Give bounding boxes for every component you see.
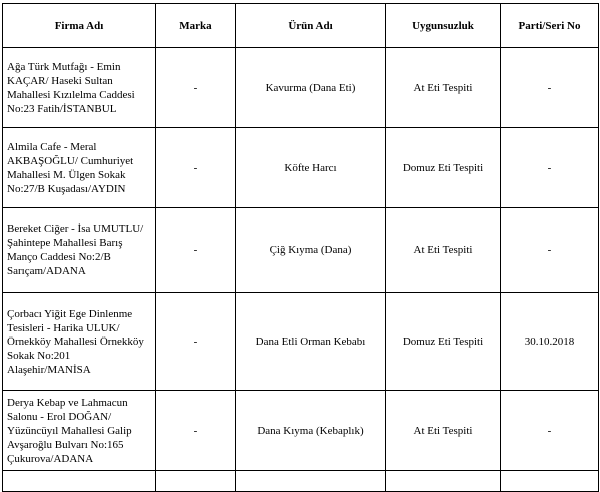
header-marka: Marka: [156, 4, 236, 48]
cell-marka: -: [156, 208, 236, 293]
table-row: [3, 48, 599, 128]
header-urun: Ürün Adı: [236, 4, 386, 48]
table-row: [3, 128, 599, 208]
nonconformity-table: [2, 3, 599, 492]
cell-empty: [501, 471, 599, 492]
cell-marka: -: [156, 293, 236, 391]
cell-urun: Dana Etli Orman Kebabı: [236, 293, 386, 391]
table-row-partial: [3, 471, 599, 492]
cell-uygunsuzluk: Domuz Eti Tespiti: [386, 293, 501, 391]
table-row: [3, 293, 599, 391]
cell-empty: [236, 471, 386, 492]
table-row: [3, 208, 599, 293]
cell-urun: Köfte Harcı: [236, 128, 386, 208]
cell-empty: [3, 471, 156, 492]
cell-firma: Çorbacı Yiğit Ege Dinlenme Tesisleri - Harika ULUK/ Örnekköy Mahallesi Örnekköy Sokak No:201 Alaşehir/MANİSA: [3, 293, 156, 391]
cell-marka: -: [156, 128, 236, 208]
header-parti: Parti/Seri No: [501, 4, 599, 48]
cell-parti: -: [501, 208, 599, 293]
cell-empty: [386, 471, 501, 492]
cell-urun: Dana Kıyma (Kebaplık): [236, 391, 386, 471]
cell-urun: Kavurma (Dana Eti): [236, 48, 386, 128]
header-uygunsuzluk: Uygunsuzluk: [386, 4, 501, 48]
cell-uygunsuzluk: At Eti Tespiti: [386, 208, 501, 293]
cell-parti: -: [501, 48, 599, 128]
cell-uygunsuzluk: At Eti Tespiti: [386, 48, 501, 128]
cell-firma: Ağa Türk Mutfağı - Emin KAÇAR/ Haseki Sultan Mahallesi Kızılelma Caddesi No:23 Fatih/İSTANBUL: [3, 48, 156, 128]
cell-parti: -: [501, 128, 599, 208]
cell-parti: 30.10.2018: [501, 293, 599, 391]
cell-marka: -: [156, 391, 236, 471]
cell-firma: Bereket Ciğer - İsa UMUTLU/ Şahintepe Mahallesi Barış Manço Caddesi No:2/B Sarıçam/ADANA: [3, 208, 156, 293]
cell-parti: -: [501, 391, 599, 471]
cell-empty: [156, 471, 236, 492]
cell-firma: Derya Kebap ve Lahmacun Salonu - Erol DOĞAN/ Yüzüncüyıl Mahallesi Galip Avşaroğlu Bulvarı No:165 Çukurova/ADANA: [3, 391, 156, 471]
table-header-row: [3, 4, 599, 48]
header-firma: Firma Adı: [3, 4, 156, 48]
cell-marka: -: [156, 48, 236, 128]
cell-firma: Almila Cafe - Meral AKBAŞOĞLU/ Cumhuriyet Mahallesi M. Ülgen Sokak No:27/B Kuşadası/AYDIN: [3, 128, 156, 208]
cell-urun: Çiğ Kıyma (Dana): [236, 208, 386, 293]
cell-uygunsuzluk: At Eti Tespiti: [386, 391, 501, 471]
cell-uygunsuzluk: Domuz Eti Tespiti: [386, 128, 501, 208]
table-row: [3, 391, 599, 471]
